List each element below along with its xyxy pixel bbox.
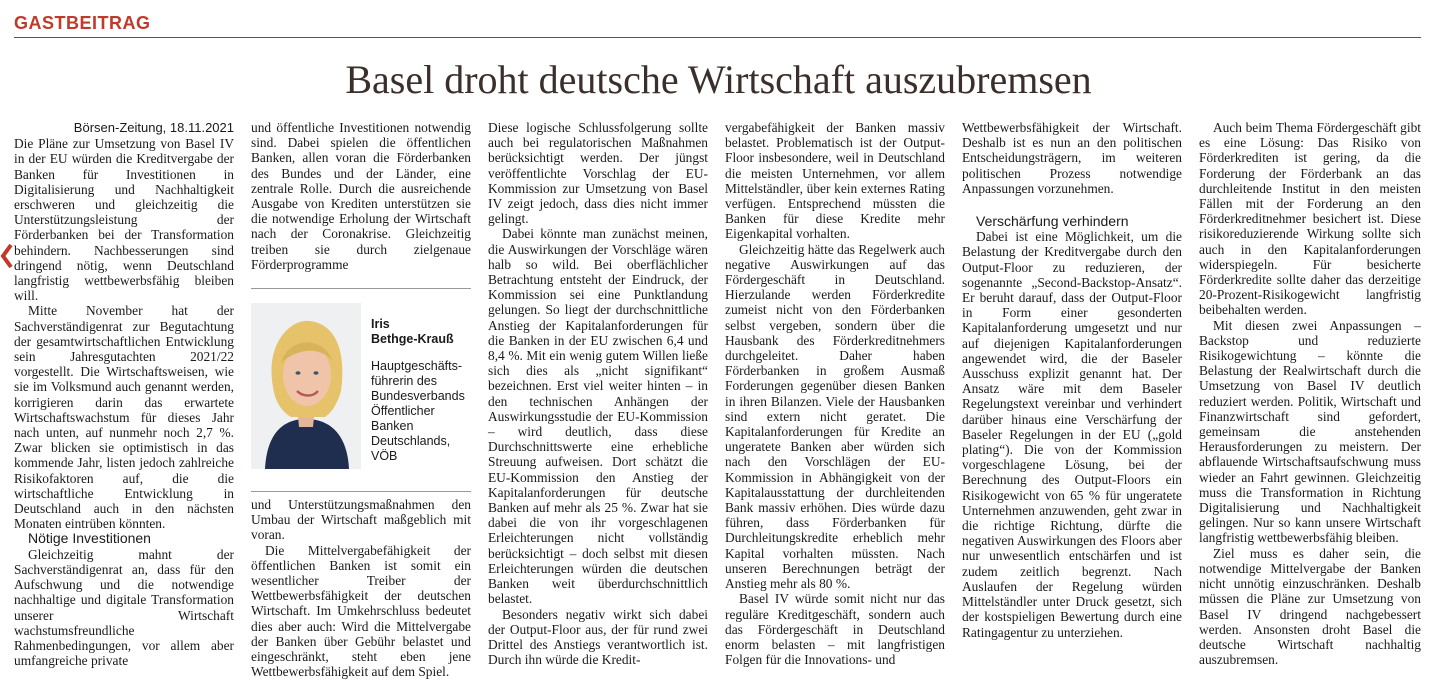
paragraph: Basel IV würde somit nicht nur das reguläre Kreditgeschäft, sondern auch das Fördergeschäft in Deutschland enorm belasten – mit langfristigen Folgen für die Innovations- und (725, 591, 945, 668)
article-column-1 (14, 120, 234, 668)
paragraph: Gleichzeitig hätte das Regelwerk auch negative Auswirkungen auf das Fördergeschäft in Deutschland. Hierzulande werden Förderkredite zumeist nicht von den Förderbanken selbst vergeben, sondern über die Hausbank des Förderkreditnehmers durchgeleitet. Daher haben Förderbanken in großem Ausmaß Forderungen gegenüber diesen Banken in ihren Bilanzen. Viele der Hausbanken sind extern nicht geratet. Die Kapitalanforderungen für Kredite an ungeratete Banken aber würden sich nach den Vorschlägen der EU-Kommission in Abhängigkeit von der Kapitalausstattung der durchleitenden Bank massiv erhöhen. Dies würde dazu führen, dass Förderbanken für Durchleitungskredite erheblich mehr Kapital vorhalten müssten. Nach unseren Berechnungen beträgt der Anstieg mehr als 80 %. (725, 241, 945, 592)
author-last-name: Bethge-Krauß (371, 332, 454, 346)
header-rule (14, 37, 1421, 38)
article-column-6 (1199, 120, 1421, 667)
paragraph: Wettbewerbsfähigkeit der Wirtschaft. Deshalb ist es nun an den politischen Entscheidungsträgern, im weiteren politischen Prozess notwendige Anpassungen vorzunehmen. (962, 120, 1182, 196)
subheading: Verschärfung verhindern (976, 213, 1129, 230)
paragraph: Dabei ist eine Möglichkeit, um die Belastung der Kreditvergabe durch den Output-Floor zu reduzieren, der sogenannte „Second-Backstop-Ansatz“. Er beruht darauf, dass der Output-Floor in Form einer gesonderten Kapitalanforderung umgesetzt und nur auf diejenigen Kapitalanforderungen angewendet wird, die der Baseler Ausschuss explizit genannt hat. Der Ansatz wäre mit dem Baseler Regelungstext vereinbar und verhindert darüber hinaus eine Verschärfung der Baseler Regelungen in der EU („gold plating“). Die von der Kommission vorgeschlagene Lösung, bei der Berechnung des Output-Floors ein Risikogewicht von 65 % für ungeratete Unternehmen anzuwenden, geht zwar in die richtige Richtung, dürfte die negativen Auswirkungen des Floors aber nur unwesentlich entschärfen und ist zudem zeitlich begrenzt. Nach Auslaufen der Regelung würden Mittelständler unter Druck gesetzt, sich der kostspieligen Bewertung durch eine Ratingagentur zu unterziehen. (962, 229, 1182, 640)
paragraph: Gleichzeitig mahnt der Sachverständigenrat an, dass für den Aufschwung und die notwendige nachhaltige und digitale Transformation unserer Wirtschaft wachstumsfreundliche Rahmenbedingungen, vor allem aber umfangreiche private (14, 546, 234, 669)
article-column-5 (962, 120, 1182, 640)
paragraph: und Unterstützungsmaßnahmen den Umbau der Wirtschaft maßgeblich mit voran. (251, 497, 471, 543)
paragraph: Diese logische Schlussfolgerung sollte auch bei regulatorischen Maßnahmen berücksichtigt werden. Der jüngst veröffentlichte Vorschlag der EU-Kommission zur Umsetzung von Basel IV zeigt jedoch, dass dies nicht immer gelingt. (488, 120, 708, 227)
article-headline: Basel droht deutsche Wirtschaft auszubremsen (345, 57, 1092, 102)
author-photo (251, 303, 361, 469)
paragraph: Die Mittelvergabefähigkeit der öffentlichen Banken ist somit ein wesentlicher Treiber der Wettbewerbsfähigkeit der deutschen Wirtschaft. Im Umkehrschluss bedeutet dies aber auch: Wird die Mittelvergabe der Banken über Gebühr belastet und eingeschränkt, steht eben jene Wettbewerbsfähigkeit auf dem Spiel. (251, 542, 471, 680)
author-info (371, 317, 475, 464)
article-column-4 (725, 120, 945, 667)
article-column-3 (488, 120, 708, 667)
subheading: Nötige Investitionen (28, 530, 151, 547)
paragraph: Mitte November hat der Sachverständigenrat zur Begutachtung der gesamtwirtschaftlichen Entwicklung sein Jahresgutachten 2021/22 vorgestellt. Die Wirtschaftsweisen, wie sie im Volksmund auch genannt werden, korrigieren darin das erwartete Wirtschaftswachstum für dieses Jahr nach unten, auf nunmehr noch 2,7 %. Zwar blicken sie optimistisch in das kommende Jahr, listen jedoch zahlreiche Risikofaktoren auf, die die wirtschaftliche Entwicklung in Deutschland auch in den nächsten Monaten eintrüben könnten. (14, 303, 234, 532)
paragraph: Auch beim Thema Fördergeschäft gibt es eine Lösung: Das Risiko von Förderkrediten ist gering, da die Forderung der Förderbank an das durchleitende Institut in den meisten Fällen mit der Forderung an den Förderkreditnehmer besichert ist. Diese risikoreduzierende Wirkung sollte sich auch in den Kapitalanforderungen widerspiegeln. Für besicherte Förderkredite sollte daher das derzeitige 20-Prozent-Risikogewicht langfristig beibehalten werden. (1199, 120, 1421, 318)
paragraph: Besonders negativ wirkt sich dabei der Output-Floor aus, der für rund zwei Drittel des Anstiegs verantwortlich ist. Durch ihn würde die Kredit- (488, 606, 708, 668)
paragraph: Ziel muss es daher sein, die notwendige Mittelvergabe der Banken nicht unnötig einzuschränken. Deshalb müssen die Pläne zur Umsetzung von Basel IV dringend nachgebessert werden. Ansonsten droht Basel die deutsche Wirtschaft nachhaltig auszubremsen. (1199, 545, 1421, 668)
section-kicker: GASTBEITRAG (14, 13, 151, 33)
author-role: Hauptgeschäftsführerin des Bundesverbands Öffentlicher Banken Deutschlands, VÖB (371, 359, 465, 463)
chevron-left-icon[interactable] (0, 243, 14, 269)
article-column-2 (251, 120, 471, 272)
dateline: Börsen-Zeitung, 18.11.2021 (73, 120, 234, 135)
author-box (251, 288, 471, 492)
lead-paragraph: Die Pläne zur Umsetzung von Basel IV in der EU würden die Kreditvergabe der Banken für Investitionen in Digitalisierung und Nachhaltigkeit erschweren und gleichzeitig die Unterstützungsleistung der Förderbanken bei der Transformation behindern. Nachbesserungen sind dringend nötig, wenn Deutschland langfristig wettbewerbsfähig bleiben will. (14, 136, 234, 304)
paragraph: Mit diesen zwei Anpassungen – Backstop und reduzierte Risikogewichtung – könnte die Belastung der Realwirtschaft durch die Umsetzung von Basel IV deutlich reduziert werden. Politik, Wirtschaft und Finanzwirtschaft sind gefordert, gemeinsam die anstehenden Herausforderungen zu meistern. Der abflauende Wirtschaftsaufschwung muss wieder an Fahrt gewinnen. Gleichzeitig muss die Transformation in Richtung Digitalisierung und Nachhaltigkeit gelingen. Nur so kann unsere Wirtschaft langfristig wettbewerbsfähig bleiben. (1199, 317, 1421, 546)
article-column-2-continued (251, 497, 471, 679)
author-first-name: Iris (371, 317, 390, 331)
paragraph: und öffentliche Investitionen notwendig sind. Dabei spielen die öffentlichen Banken, allen voran die Förderbanken des Bundes und der Länder, eine zentrale Rolle. Durch die ausreichende Ausgabe von Krediten unterstützen sie die notwendige Erholung der Wirtschaft nach der Coronakrise. Gleichzeitig treiben sie durch zielgenaue Förderprogramme (251, 120, 471, 272)
paragraph: vergabefähigkeit der Banken massiv belastet. Problematisch ist der Output-Floor insbesondere, weil in Deutschland die meisten Unternehmen, vor allem Mittelständler, über kein externes Rating verfügen. Entsprechend müssten die Banken für diese Kredite mehr Eigenkapital vorhalten. (725, 120, 945, 242)
paragraph: Dabei könnte man zunächst meinen, die Auswirkungen der Vorschläge wären halb so wild. Bei oberflächlicher Betrachtung entsteht der Eindruck, der Kommission sei eine Punktlandung gelungen. So liegt der durchschnittliche Anstieg der Kapitalanforderungen für die Banken in der EU zwischen 6,4 und 8,4 %. Mit ein wenig gutem Willen ließe sich dies als „nicht signifikant“ bezeichnen. Erst viel weiter hinten – in den technischen Anhängen der Auswirkungsstudie der EU-Kommission – wird deutlich, dass diese Durchschnittswerte eine erhebliche Streuung aufweisen. Dort schätzt die EU-Kommission den Anstieg der Kapitalanforderungen für deutsche Banken auf mehr als 25 %. Zwar hat sie dabei die von ihr vorgeschlagenen Erleichterungen nicht vollständig berücksichtigt – doch selbst mit diesen Erleichterungen würden die deutschen Banken weit überdurchschnittlich belastet. (488, 226, 708, 607)
